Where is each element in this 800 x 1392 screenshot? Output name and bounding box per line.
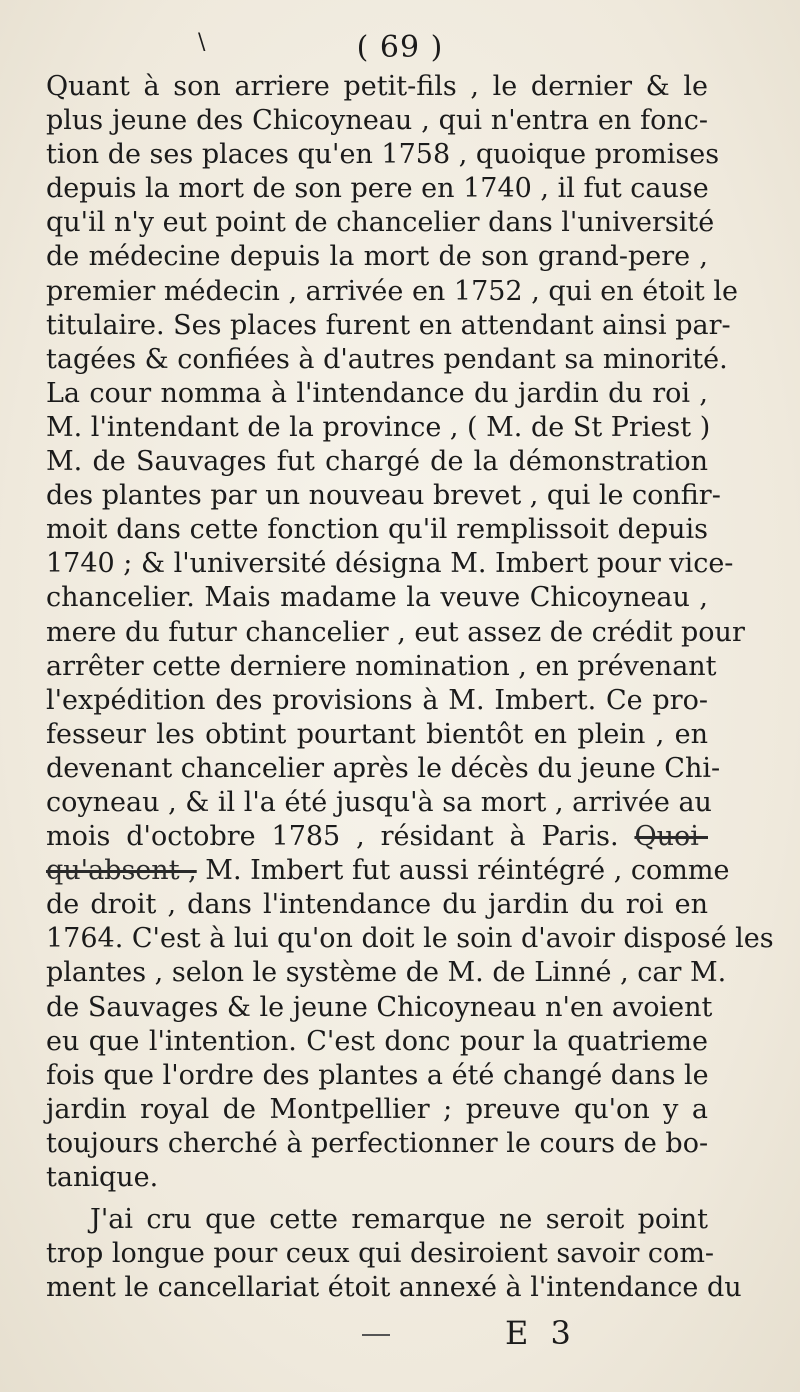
text-line: tagées & confiées à d'autres pendant sa minorité. [46,343,728,375]
text-line: qu'il n'y eut point de chancelier dans l'université [46,207,715,239]
text-line: eu que l'intention. C'est donc pour la quatrieme [46,1025,708,1057]
text-line: coyneau , & il l'a été jusqu'à sa mort , arrivée au [46,786,712,818]
text-line: fois que l'ordre des plantes a été changé dans le [46,1059,709,1091]
text-line: l'expédition des provisions à M. Imbert. Ce pro- [46,684,708,716]
text-line: J'ai cru que cette remarque ne seroit point [90,1204,708,1236]
text-line: de Sauvages & le jeune Chicoyneau n'en avoient [46,991,713,1023]
text-line: arrêter cette derniere nomination , en prévenant [46,650,717,682]
text-line: titulaire. Ses places furent en attendant ainsi par- [46,309,731,341]
struck-through-text: Quoi- [634,821,708,853]
text-line: mere du futur chancelier , eut assez de crédit pour [46,616,745,648]
text-line: jardin royal de Montpellier ; preuve qu'on y a [46,1093,708,1125]
text-line: des plantes par un nouveau brevet , qui le confir- [46,480,721,512]
text-line: M. de Sauvages fut chargé de la démonstration [46,446,708,478]
text-line: plantes , selon le système de M. de Linné , car M. [46,957,727,989]
text-line-with-deletion [46,820,708,854]
text-line-with-deletion [46,854,730,888]
paragraph-2 [46,1203,742,1305]
text-line: toujours cherché à perfectionner le cours de bo- [46,1127,709,1159]
text-line: moit dans cette fonction qu'il remplissoit depuis [46,514,708,546]
text-line: premier médecin , arrivée en 1752 , qui en étoit le [46,275,738,307]
signature-mark: E 3 [505,1314,577,1352]
text-segment: mois d'octobre 1785 , résidant à Paris. [46,821,635,853]
text-line: 1764. C'est à lui qu'on doit le soin d'avoir disposé les [46,923,774,955]
struck-through-text: qu'absent , [46,855,197,887]
text-line: de droit , dans l'intendance du jardin du roi en [46,889,708,921]
text-line: M. l'intendant de la province , ( M. de St Priest ) [46,411,711,443]
text-line: fesseur les obtint pourtant bientôt en plein , en [46,718,708,750]
text-line: 1740 ; & l'université désigna M. Imbert pour vice- [46,548,734,580]
text-line: trop longue pour ceux qui desiroient savoir com- [46,1238,715,1270]
page-number: ( 69 ) [356,30,444,65]
body-text [46,70,774,1305]
paragraph-1 [46,70,774,1195]
text-line: Quant à son arriere petit-fils , le dernier & le [46,71,708,102]
text-line: de médecine depuis la mort de son grand-pere , [46,241,708,273]
page-footer [0,1308,800,1368]
footer-dash [362,1334,390,1336]
text-line: devenant chancelier après le décès du jeune Chi- [46,752,721,784]
paragraph-gap [46,1195,708,1203]
text-line: chancelier. Mais madame la veuve Chicoyneau , [46,582,708,614]
text-segment: M. Imbert fut aussi réintégré , comme [196,855,730,887]
text-line: ment le cancellariat étoit annexé à l'intendance du [46,1272,742,1304]
text-line: plus jeune des Chicoyneau , qui n'entra en fonc- [46,105,708,137]
text-line: La cour nomma à l'intendance du jardin du roi , [46,377,708,409]
text-line: depuis la mort de son pere en 1740 , il fut cause [46,173,709,205]
text-line: tion de ses places qu'en 1758 , quoique promises [46,139,720,171]
text-line: tanique. [46,1162,159,1193]
stray-ink-mark: \ [198,30,206,55]
